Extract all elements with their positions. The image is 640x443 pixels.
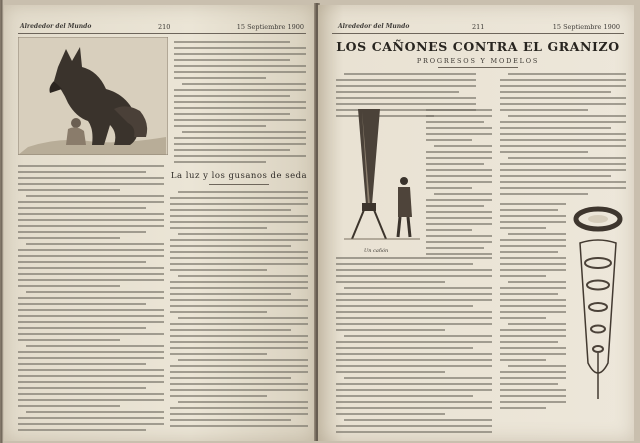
right-page-header	[332, 21, 624, 34]
article-column-right-narrow	[500, 203, 566, 437]
publication-name: Alrededor del Mundo	[338, 23, 410, 30]
hail-cannon-illustration	[340, 105, 422, 247]
page-number: 210	[158, 23, 171, 31]
article-title: LOS CAÑONES CONTRA EL GRANIZO	[336, 39, 620, 54]
section-heading: La luz y los gusanos de seda	[170, 171, 308, 181]
article-column-wrap	[426, 109, 492, 259]
publication-name: Alrededor del Mundo	[20, 23, 92, 30]
figure-caption: Un cañón	[364, 248, 389, 254]
title-divider	[438, 67, 518, 68]
article-column-bottom	[336, 257, 492, 437]
vortex-ring-illustration	[568, 203, 628, 403]
right-text-column	[170, 191, 308, 437]
article-column-right	[500, 73, 626, 203]
right-page	[318, 5, 634, 441]
page-number: 211	[472, 23, 485, 31]
left-page	[4, 5, 316, 441]
left-page-header	[18, 21, 306, 34]
article-subtitle: PROGRESOS Y MODELOS	[416, 57, 540, 65]
section-divider	[209, 184, 269, 185]
left-text-column	[18, 165, 164, 437]
left-text-column-top	[174, 41, 306, 165]
issue-date: 15 Septiembre 1900	[552, 23, 620, 31]
wolf-illustration	[18, 37, 168, 155]
issue-date: 15 Septiembre 1900	[236, 23, 304, 31]
cannon-cone	[358, 109, 380, 205]
